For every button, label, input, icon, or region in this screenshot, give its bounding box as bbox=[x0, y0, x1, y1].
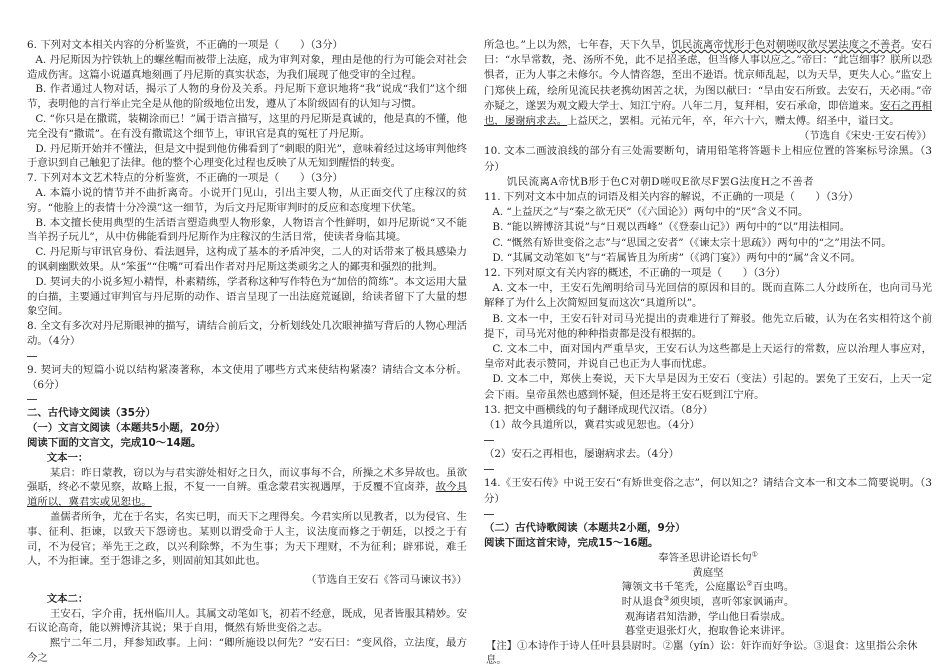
q11-option-d: D. “其属文动笔如飞”与“若属皆且为所虏”（《鸿门宴》）两句中的“属”含义不同。 bbox=[492, 251, 861, 264]
poem-author: 黄庭坚 bbox=[692, 566, 724, 579]
poem bbox=[484, 551, 932, 668]
poem-title-text: 奉答圣思讲论语长句 bbox=[658, 552, 752, 565]
right-column bbox=[484, 38, 932, 668]
text-2-label: 文本二： bbox=[46, 592, 89, 605]
q11-stem: 11. 下列对文本中加点的词语及相关内容的解说，不正确的一项是（ ）（3分） bbox=[484, 191, 859, 204]
q14-stem: 14.《王安石传》中说王安石“有矫世变俗之志”，何以知之？请结合文本一和文本二简要说明。（3分） bbox=[484, 477, 932, 505]
text-plain: 。安石曰：“水旱常数，尧、汤所不免，此不足招圣虑，但当修人事以应之。”帝曰：“此岂细事？朕所以恐惧者，正为人事之未修尔。今人情咨怨，至出不逊语。忧京师乱起，以为天旱，更失人心。”监安上门郑侠上疏，绘所见流民扶老携幼困苦之状，为图以献曰：“旱由安石所致。去安石，天必雨。”帝亦疑之，遂罢为观文殿大学士、知江宁府。八年二月，复拜相，安石承命，即倍道来。 bbox=[484, 39, 933, 112]
text-1-label: 文本一： bbox=[46, 451, 89, 464]
text-plain: 上益厌之，罢相。元祐元年，卒，年六十六，赠太傅。绍圣中，谥曰文。 bbox=[567, 115, 900, 128]
text-1-paragraph-1 bbox=[27, 466, 467, 510]
text-2-paragraph-1: 王安石，字介甫，抚州临川人。其属文动笔如飞，初若不经意，既成，见者皆服其精妙。安石议论高奇，能以辨博济其说；果于自用，慨然有矫世变俗之志。 bbox=[27, 607, 467, 635]
footnote-marker: ③ bbox=[663, 594, 670, 603]
answer-line bbox=[27, 356, 37, 357]
poem-line-text: 时从退食 bbox=[621, 596, 664, 609]
answer-line bbox=[484, 440, 494, 441]
q10-break-options: 饥民流离A帝忧B形于色C对朝D嗟叹E欲尽F罢G法度H之不善者 bbox=[506, 175, 815, 188]
q6-option-a: A. 丹尼斯因为拧铁轨上的螺丝帽而被带上法庭，成为审判对象，理由是他的行为可能会对社会造成伤害。这篇小说逼真地刻画了丹尼斯的真实状态，为我们展现了他受审的全过程。 bbox=[27, 53, 467, 81]
q7-stem: 7. 下列对本文艺术特点的分析鉴赏，不正确的一项是（ ）（3分） bbox=[27, 172, 343, 185]
q7-option-b: B. 本文擅长使用典型的生活语言塑造典型人物形象，人物语言个性鲜明，如丹尼斯说“又不能当羊拐子玩儿”，从中仿佛能看到丹尼斯作为庄稼汉的生活日常，使读者身临其境。 bbox=[27, 216, 467, 244]
poem-line bbox=[484, 595, 932, 610]
question-7 bbox=[27, 171, 467, 406]
subsection-1-heading: （一）文言文阅读（本题共5小题，20分） bbox=[27, 422, 226, 435]
answer-line bbox=[27, 399, 37, 400]
poem-line-text: 百虫鸣。 bbox=[752, 581, 795, 594]
answer-line bbox=[484, 469, 494, 470]
footnote-marker: ② bbox=[746, 580, 753, 589]
q13-stem: 13. 把文中画横线的句子翻译成现代汉语。（8分） bbox=[484, 403, 714, 416]
q7-option-c: C. 丹尼斯与审讯官身份、看法迥异，这构成了基本的矛盾冲突，二人的对话带来了极具感染力的讽刺幽默效果。从“笨蛋”“住嘴”可看出作者对丹尼斯这类顽劣之人的鄙夷和强烈的批判。 bbox=[27, 246, 467, 273]
section-2-heading: 二、古代诗文阅读（35分） bbox=[27, 407, 156, 420]
poem-line: 观海诸君知浩渺，学山他日看崇成。 bbox=[624, 610, 792, 623]
q12-option-a: A. 文本一中，王安石先阐明给司马光回信的原因和目的。既而直陈二人分歧所在，也向司马光解释了为什么上次简短回复而这次“具道所以”。 bbox=[484, 282, 932, 310]
questions-13-14 bbox=[484, 403, 932, 551]
q7-option-d: D. 契诃夫的小说多短小精悍，朴素精练，学者称这种写作特色为“加倍的简练”。本文运用大量的白描，主要通过审判官与丹尼斯的动作、语言呈现了一出法庭荒诞剧，给读者留下了大量的想象空间。 bbox=[27, 275, 467, 318]
poem-title bbox=[484, 551, 932, 566]
text-1-source: （节选自王安石《答司马谏议书》） bbox=[305, 574, 467, 587]
q12-option-b: B. 文本一中，王安石针对司马光提出的责难进行了辩驳。他先立后破，认为在名实相符这个前提下，司马光对他的种种指责都是没有根据的。 bbox=[484, 312, 932, 340]
underlined-sentence-2: 安石之再相也，屡谢病求去。 bbox=[484, 99, 933, 128]
text-1-p1-plain: 某启：昨日蒙教，窃以为与君实游处相好之日久，而议事每不合，所操之术多异故也。虽欲强聒，终必不蒙见察，故略上报，不复一一自辨。重念蒙君实视遇厚，于反覆不宜卤莽， bbox=[27, 466, 467, 494]
q6-option-d: D. 丹尼斯开始并不懂法，但是文中提到他仿佛看到了“刺眼的阳光”，意味着经过这场审判他终于意识到自己触犯了法律。他的整个心理变化过程也反映了从无知到醒悟的转变。 bbox=[27, 142, 467, 170]
q13-sentence-2: （2）安石之再相也，屡谢病求去。（4分） bbox=[484, 448, 680, 461]
q10-stem: 10. 文本二画波浪线的部分有三处需要断句，请用铅笔将答题卡上相应位置的答案标号涂黑。（3分） bbox=[484, 145, 932, 173]
poem-line-text: 簿领文书千笔秃，公庭嚚讼 bbox=[621, 581, 747, 594]
wavy-underlined-passage: 饥民流离帝忧形于色对朝嗟叹欲尽罢法度之不善者 bbox=[671, 39, 901, 51]
answer-line bbox=[484, 514, 494, 515]
instruction-2: 阅读下面这首宋诗，完成15～16题。 bbox=[484, 537, 659, 550]
poem-line: 暮堂吏退张灯火，抱取鲁论来讲评。 bbox=[624, 625, 792, 638]
q11-option-b: B. “能以辨博济其说”与“日观以西峰”（《登泰山记》）两句中的“以”用法相同。 bbox=[492, 221, 851, 234]
q12-stem: 12. 下列对原文有关内容的概述，不正确的一项是（ ）（3分） bbox=[484, 267, 786, 280]
q6-stem: 6. 下列对文本相关内容的分析鉴赏，不正确的一项是（ ）（3分） bbox=[27, 39, 343, 51]
text-2-continued bbox=[484, 38, 932, 190]
subsection-2-heading: （二）古代诗歌阅读（本题共2小题，9分） bbox=[484, 521, 686, 534]
q12-option-c: C. 文本二中，面对国内严重旱灾，王安石认为这些都是上天运行的常数，应以治理人事应对，皇帝对此表示赞同，并说自己也正为人事而忧虑。 bbox=[484, 343, 932, 371]
q11-option-c: C. “慨然有矫世变俗之志”与“思国之安者”（《谏太宗十思疏》）两句中的“之”用法不同。 bbox=[492, 236, 892, 249]
text-2-continuation bbox=[484, 38, 932, 129]
q11-option-a: A. “上益厌之”与“秦之欲无厌”（《六国论》）两句中的“厌”含义不同。 bbox=[492, 206, 809, 219]
q6-option-b: B. 作者通过人物对话，揭示了人物的身份及关系。丹尼斯下意识地将“我”说成“我们”这个细节，表明他的言行举止完全是从他的阶级地位出发，遵从了本阶级固有的认知与习惯。 bbox=[27, 83, 467, 111]
text-2-paragraph-2: 熙宁二年二月，拜参知政事。上问：“卿所施设以何先？”安石曰：“变风俗，立法度，最方今之 bbox=[27, 637, 467, 665]
q9-stem: 9. 契诃夫的短篇小说以结构紧凑著称，本文使用了哪些方式来使结构紧凑？请结合文本分析。（6分） bbox=[27, 363, 467, 391]
instruction-1: 阅读下面的文言文，完成10～14题。 bbox=[27, 436, 202, 449]
q7-option-a: A. 本篇小说的情节并不曲折离奇。小说开门见山，引出主要人物，从正面交代了庄稼汉的贫穷。“他脸上的表情十分冷漠”这一细节，为后文丹尼斯审判时的反应和态度埋下伏笔。 bbox=[27, 186, 467, 214]
poem-notes: 【注】①本诗作于诗人任叶县县尉时。②嚚（yín）讼：奸诈而好争讼。③退食：这里指公余休息。 bbox=[486, 639, 918, 667]
q12-option-d: D. 文本二中，郑侠上奏说，天下大旱是因为王安石（变法）引起的。罢免了王安石，上天一定会下雨。皇帝虽然也感到怀疑，但还是将王安石贬到江宁府。 bbox=[484, 373, 932, 401]
q6-option-c: C. “你只是在撒谎，装糊涂而已！”属于语言描写，这里的丹尼斯是真诚的，他是真的不懂，他完全没有“撒谎”。在有没有撒谎这个细节上，审讯官是真的冤枉了丹尼斯。 bbox=[27, 112, 467, 140]
question-6 bbox=[27, 38, 467, 171]
left-column bbox=[27, 38, 467, 666]
q8-stem: 8. 全文有多次对丹尼斯眼神的描写，请结合前后文，分析划线处几次眼神描写背后的人物心理活动。（4分） bbox=[27, 320, 467, 347]
underlined-sentence-1: 故今具道所以，冀君实或见恕也。 bbox=[27, 481, 468, 509]
questions-11-12 bbox=[484, 190, 932, 403]
text-plain: 所急也。”上以为然，七年春，天下久旱， bbox=[484, 39, 672, 51]
text-1-paragraph-2: 盖儒者所争，尤在于名实，名实已明，而天下之理得矣。今君实所以见教者，以为侵官、生事、征利、拒谏，以致天下怨谤也。某则以谓受命于人主，议法度而修之于朝廷，以授之于有司，不为侵官；举先王之政，以兴利除弊，不为生事；为天下理财，不为征利；辟邪说，难壬人，不为拒谏。至于怨诽之多，则固前知其如此也。 bbox=[27, 510, 467, 568]
footnote-marker: ① bbox=[751, 550, 758, 559]
q13-sentence-1: （1）故今具道所以，冀君实或见恕也。（4分） bbox=[484, 419, 700, 432]
poem-line bbox=[484, 580, 932, 595]
poem-line-text: 须臾顷，喜听邻家讽诵声。 bbox=[669, 596, 795, 609]
classical-reading-section bbox=[27, 406, 467, 666]
text-2-source: （节选自《宋史·王安石传》） bbox=[798, 130, 932, 143]
